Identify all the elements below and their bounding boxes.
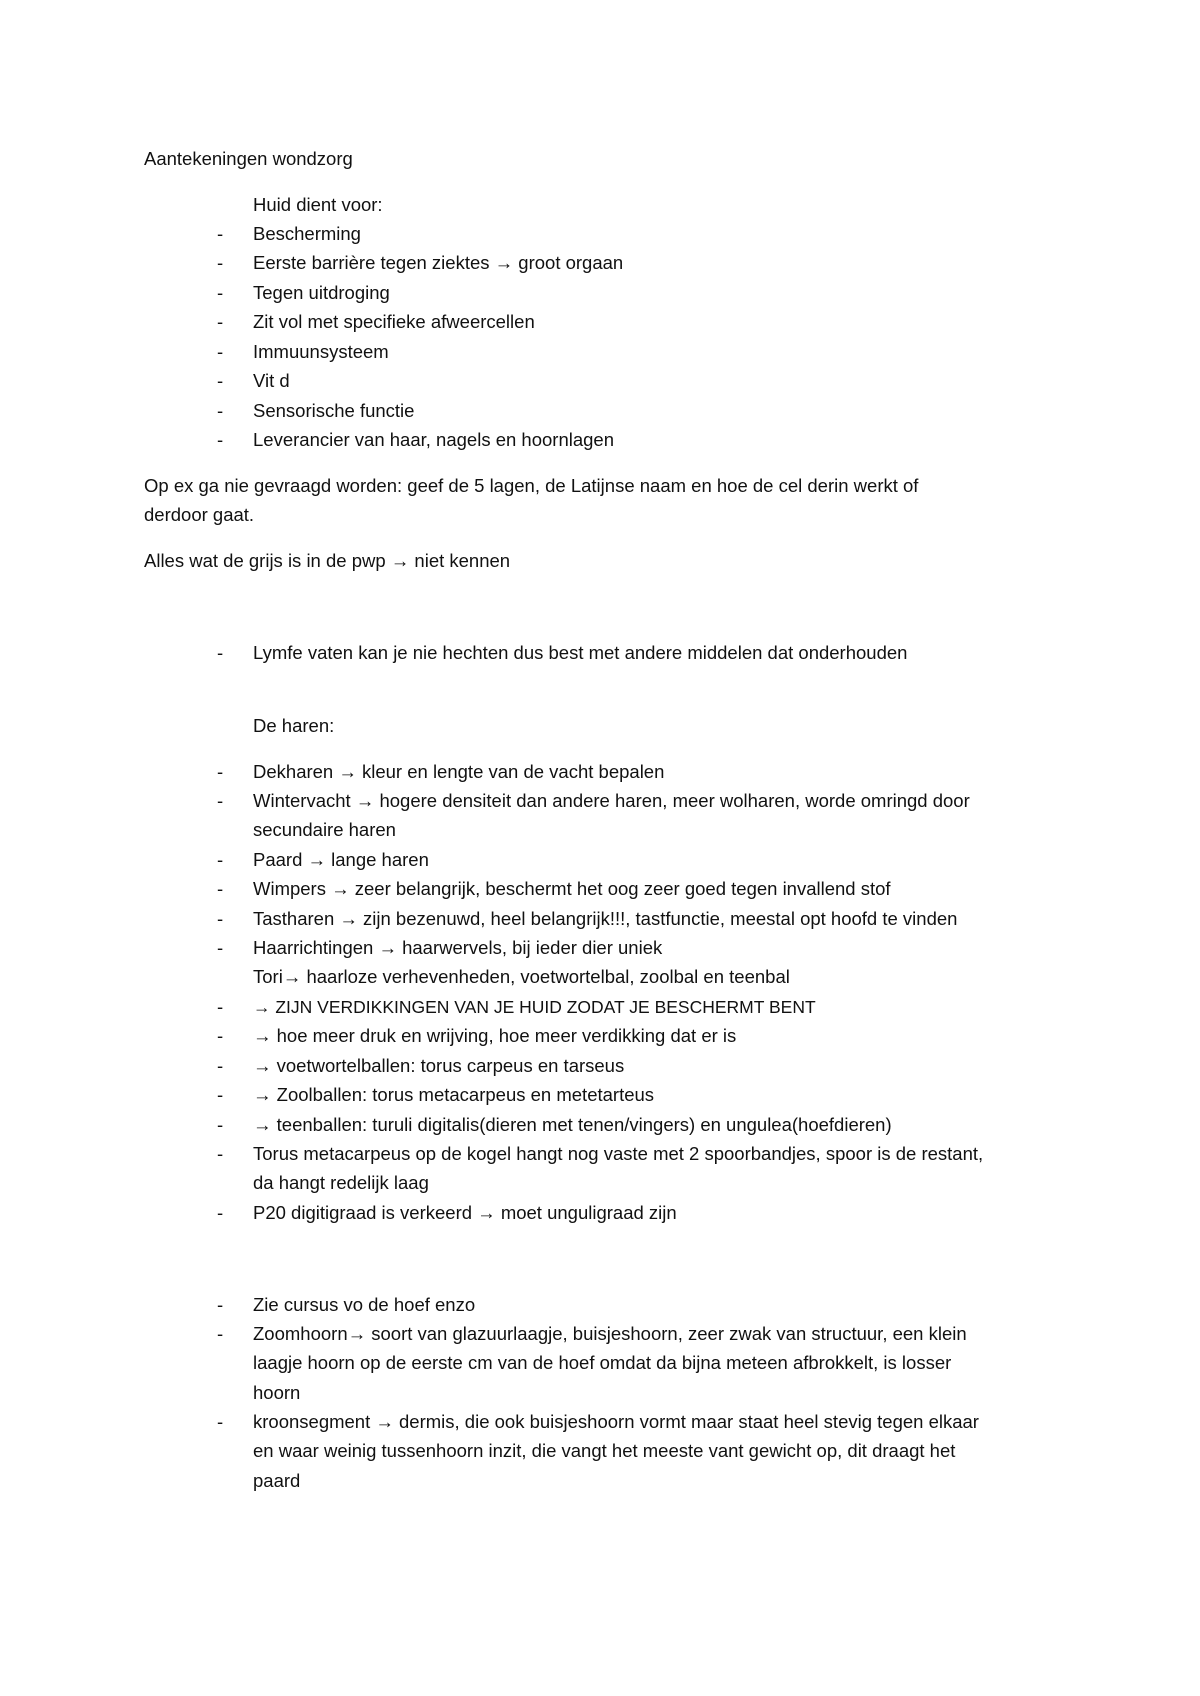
list-item: kroonsegment → dermis, die ook buisjeshoorn vormt maar staat heel stevig tegen elkaar: [253, 1411, 979, 1432]
bullet-dash: -: [217, 311, 224, 332]
bullet-dash: -: [217, 370, 224, 391]
list-item: Wintervacht → hogere densiteit dan andere haren, meer wolharen, worde omringd door: [253, 790, 970, 811]
bullet-dash: -: [217, 1025, 224, 1046]
list-item: Lymfe vaten kan je nie hechten dus best met andere middelen dat onderhouden: [253, 642, 908, 663]
list-item-continuation: hoorn: [253, 1382, 301, 1403]
list-item: → teenballen: turuli digitalis(dieren met tenen/vingers) en ungulea(hoefdieren): [253, 1114, 892, 1135]
bullet-dash: -: [217, 282, 224, 303]
list-item-continuation: Tori→ haarloze verhevenheden, voetwortelbal, zoolbal en teenbal: [253, 966, 790, 987]
list-item: Zit vol met specifieke afweercellen: [253, 311, 535, 332]
bullet-dash: -: [217, 223, 224, 244]
list-item: Tegen uitdroging: [253, 282, 390, 303]
bullet-dash: -: [217, 1143, 224, 1164]
bullet-dash: -: [217, 761, 224, 782]
bullet-dash: -: [217, 1114, 224, 1135]
list-item: Dekharen → kleur en lengte van de vacht bepalen: [253, 761, 665, 782]
list-item: Bescherming: [253, 223, 361, 244]
bullet-dash: -: [217, 1055, 224, 1076]
list-item: P20 digitigraad is verkeerd → moet unguligraad zijn: [253, 1202, 677, 1223]
bullet-dash: -: [217, 996, 224, 1017]
bullet-dash: -: [217, 429, 224, 450]
list-item: → voetwortelballen: torus carpeus en tarseus: [253, 1055, 625, 1076]
list-item: → Zoolballen: torus metacarpeus en metetarteus: [253, 1084, 655, 1105]
bullet-dash: -: [217, 878, 224, 899]
list-item-continuation: laagje hoorn op de eerste cm van de hoef omdat da bijna meteen afbrokkelt, is losser: [253, 1352, 952, 1373]
list-item: Zie cursus vo de hoef enzo: [253, 1294, 476, 1315]
huid-heading: Huid dient voor:: [253, 194, 383, 215]
list-item: Immuunsysteem: [253, 341, 389, 362]
list-item: Paard → lange haren: [253, 849, 429, 870]
haren-heading: De haren:: [253, 715, 335, 736]
list-item-continuation: paard: [253, 1470, 301, 1491]
grey-note: Alles wat de grijs is in de pwp → niet kennen: [144, 550, 511, 571]
list-item: Zoomhoorn→ soort van glazuurlaagje, buisjeshoorn, zeer zwak van structuur, een klein: [253, 1323, 967, 1344]
bullet-dash: -: [217, 849, 224, 870]
exam-note-line: Op ex ga nie gevraagd worden: geef de 5 lagen, de Latijnse naam en hoe de cel derin werkt of: [144, 475, 919, 496]
bullet-dash: -: [217, 1202, 224, 1223]
list-item: Leverancier van haar, nagels en hoornlagen: [253, 429, 615, 450]
list-item-continuation: da hangt redelijk laag: [253, 1172, 429, 1193]
bullet-dash: -: [217, 1323, 224, 1344]
bullet-dash: -: [217, 790, 224, 811]
list-item: Torus metacarpeus op de kogel hangt nog vaste met 2 spoorbandjes, spoor is de restant,: [253, 1143, 984, 1164]
list-item-continuation: en waar weinig tussenhoorn inzit, die vangt het meeste vant gewicht op, dit draagt het: [253, 1440, 956, 1461]
list-item: Vit d: [253, 370, 290, 391]
list-item: Tastharen → zijn bezenuwd, heel belangrijk!!!, tastfunctie, meestal opt hoofd te vinden: [253, 908, 958, 929]
bullet-dash: -: [217, 1084, 224, 1105]
bullet-dash: -: [217, 1294, 224, 1315]
exam-note-line: derdoor gaat.: [144, 504, 255, 525]
bullet-dash: -: [217, 1411, 224, 1432]
list-item: Eerste barrière tegen ziektes → groot orgaan: [253, 252, 624, 273]
bullet-dash: -: [217, 341, 224, 362]
list-item: Haarrichtingen → haarwervels, bij ieder dier uniek: [253, 937, 663, 958]
list-item: Sensorische functie: [253, 400, 415, 421]
bullet-dash: -: [217, 937, 224, 958]
document-title: Aantekeningen wondzorg: [144, 148, 353, 169]
bullet-dash: -: [217, 400, 224, 421]
list-item: → ZIJN VERDIKKINGEN VAN JE HUID ZODAT JE BESCHERMT BENT: [253, 997, 816, 1017]
list-item: Wimpers → zeer belangrijk, beschermt het oog zeer goed tegen invallend stof: [253, 878, 891, 899]
bullet-dash: -: [217, 642, 224, 663]
bullet-dash: -: [217, 908, 224, 929]
bullet-dash: -: [217, 252, 224, 273]
list-item-continuation: secundaire haren: [253, 819, 396, 840]
list-item: → hoe meer druk en wrijving, hoe meer verdikking dat er is: [253, 1025, 737, 1046]
